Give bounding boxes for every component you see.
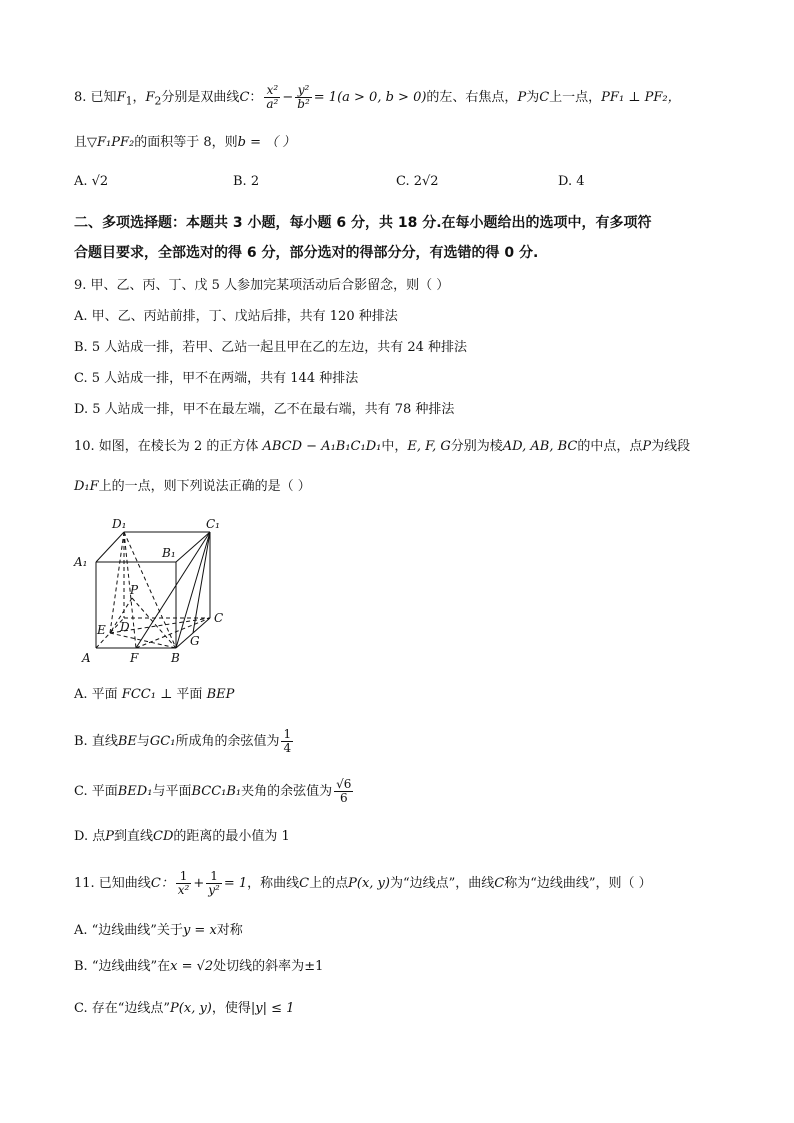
q10-opt-c-text3: 夹角的余弦值为 xyxy=(241,784,333,799)
q10-opt-c-text2: 与平面 xyxy=(152,784,192,799)
q10-opt-b-math2: GC₁ xyxy=(149,734,176,749)
q10-opt-c-text1: C. 平面 xyxy=(74,784,118,799)
q10-text-b: 中， xyxy=(381,439,408,454)
edge-b1c1 xyxy=(176,532,210,562)
q8-f1-sub: 1 xyxy=(125,94,133,108)
q8-frac-y-num: y² xyxy=(295,84,312,98)
q10-opt-a-math2: BEP xyxy=(206,687,235,702)
label-a: A xyxy=(82,651,91,665)
q10-segment: D₁F xyxy=(74,479,99,494)
q11-c2: C xyxy=(494,876,505,891)
q10-opt-a-text1: A. 平面 xyxy=(74,687,118,702)
q11-option-c xyxy=(74,1000,294,1018)
q8-text-a: 已知 xyxy=(90,90,117,105)
q11-opt-c-text1: C. 存在“边线点” xyxy=(74,1001,171,1016)
q8-minus: − xyxy=(282,90,294,105)
line-eb xyxy=(110,633,176,648)
q11-eq: = 1 xyxy=(223,876,248,891)
q8-text-e: 上一点， xyxy=(549,90,602,105)
label-c1: C₁ xyxy=(206,517,220,531)
q10-text-f: 上的一点，则下列说法正确的是（ ） xyxy=(98,479,311,494)
q11-point: P(x, y) xyxy=(348,876,390,891)
q10-text-e: 为线段 xyxy=(651,439,691,454)
q10-text-c: 分别为棱 xyxy=(450,439,503,454)
q10-option-b xyxy=(74,728,295,755)
q8-perp: PF₁ ⊥ PF₂， xyxy=(601,90,681,105)
q10-opt-d-math1: P xyxy=(105,829,114,844)
line-pb xyxy=(132,598,176,648)
q10-opt-a-math1: FCC₁ xyxy=(121,687,156,702)
q10-option-d xyxy=(74,828,290,846)
q8-text-b: 分别是双曲线 xyxy=(161,90,240,105)
cube-figure xyxy=(70,512,240,670)
q8-p: P xyxy=(517,90,527,105)
section2-heading-line2: 合题目要求，全部选对的得 6 分，部分选对的得部分分，有选错的得 0 分. xyxy=(74,245,539,261)
q11-text-b: ，称曲线 xyxy=(247,876,300,891)
q9-option-c: C. 5 人站成一排，甲不在两端，共有 144 种排法 xyxy=(74,371,359,386)
q11-frac-x xyxy=(176,870,192,897)
q9-option-a: A. 甲、乙、丙站前排，丁、戊站后排，共有 120 种排法 xyxy=(74,309,398,324)
label-d: D xyxy=(120,620,130,634)
q10-opt-b-den: 4 xyxy=(283,741,292,755)
label-e: E xyxy=(97,623,106,637)
q10-opt-b-num: 1 xyxy=(283,727,292,741)
q8-stem-line1 xyxy=(74,84,681,111)
q10-points: E, F, G xyxy=(407,439,451,454)
label-d1: D₁ xyxy=(112,517,127,531)
q8-option-a: A. √2 xyxy=(74,174,109,189)
q10-opt-b-text3: 所成角的余弦值为 xyxy=(175,734,280,749)
q8-line2-b: 的面积等于 8，则 xyxy=(134,135,238,150)
q8-frac-x-den: a² xyxy=(266,97,279,111)
q8-colon: ： xyxy=(249,90,263,105)
q11-frac-y-den: y² xyxy=(208,883,220,897)
q10-opt-b-text1: B. 直线 xyxy=(74,734,118,749)
q10-stem-line2 xyxy=(74,478,311,496)
q11-opt-a-math: y = x xyxy=(182,923,217,938)
q10-option-a xyxy=(74,686,234,704)
q11-text-e: 称为“边线曲线”，则（ ） xyxy=(504,876,652,891)
q11-opt-a-text2: 对称 xyxy=(216,923,243,938)
q11-curve: C： xyxy=(150,876,174,891)
q10-opt-c-num: √6 xyxy=(336,777,352,791)
q10-opt-d-text1: D. 点 xyxy=(74,829,106,844)
q10-cube: ABCD − A₁B₁C₁D₁ xyxy=(262,439,382,454)
q10-edges: AD, AB, BC xyxy=(502,439,578,454)
q10-stem-line1 xyxy=(74,438,690,456)
q11-stem xyxy=(74,870,652,897)
section2-heading-line1: 二、多项选择题：本题共 3 小题，每小题 6 分，共 18 分.在每小题给出的选项中，有多项符 xyxy=(74,215,652,231)
q8-text-c: 的左、右焦点， xyxy=(426,90,518,105)
q8-option-c: C. 2√2 xyxy=(396,174,439,189)
q8-frac-y-den: b² xyxy=(297,97,310,111)
label-g: G xyxy=(190,634,200,648)
q8-frac-y xyxy=(295,84,312,111)
q8-c2: C xyxy=(539,90,550,105)
q10-opt-c-math2: BCC₁B₁ xyxy=(191,784,242,799)
label-c: C xyxy=(214,611,224,625)
label-f: F xyxy=(130,651,139,665)
label-b1: B₁ xyxy=(162,546,176,560)
q8-line2-a: 且 xyxy=(74,135,88,150)
q11-frac-x-den: x² xyxy=(177,883,190,897)
q11-number: 11. 已知曲线 xyxy=(74,876,151,891)
q11-opt-c-math: P(x, y) xyxy=(170,1001,212,1016)
q10-opt-c-frac xyxy=(334,778,353,805)
q11-opt-b-text3: ±1 xyxy=(304,959,324,974)
q10-p: P xyxy=(642,439,652,454)
q8-f2-sub: 2 xyxy=(154,94,162,108)
q8-f2: F xyxy=(145,90,155,105)
q8-triangle: ▽F₁PF₂ xyxy=(87,135,135,150)
q11-c: C xyxy=(299,876,310,891)
q11-frac-y xyxy=(206,870,222,897)
q8-condition: = 1(a > 0, b > 0) xyxy=(313,90,427,105)
q11-frac-x-num: 1 xyxy=(176,870,192,884)
q10-opt-a-text2: ⊥ 平面 xyxy=(160,687,203,702)
q8-option-d: D. 4 xyxy=(558,174,585,189)
q11-text-d: 为“边线点”，曲线 xyxy=(389,876,495,891)
line-d1e xyxy=(110,532,124,633)
q11-option-b xyxy=(74,958,323,976)
q8-curve: C xyxy=(239,90,250,105)
q8-number: 8. xyxy=(74,90,87,105)
q10-opt-c-math1: BED₁ xyxy=(117,784,153,799)
q11-opt-b-text2: 处切线的斜率为 xyxy=(213,959,305,974)
q10-opt-d-text3: 的距离的最小值为 1 xyxy=(173,829,290,844)
q10-opt-c-den: 6 xyxy=(339,791,348,805)
q8-stem-line2 xyxy=(74,134,295,152)
q11-opt-b-text1: B. “边线曲线”在 xyxy=(74,959,171,974)
q10-opt-d-math2: CD xyxy=(153,829,174,844)
q8-frac-x xyxy=(264,84,280,111)
q11-opt-a-text1: A. “边线曲线”关于 xyxy=(74,923,183,938)
q10-option-c xyxy=(74,778,355,805)
q8-option-b: B. 2 xyxy=(233,174,260,189)
q11-opt-b-math: x = √2 xyxy=(170,959,214,974)
label-p: P xyxy=(130,583,139,597)
q8-text-d: 为 xyxy=(526,90,540,105)
q8-answer-prompt: b = （ ） xyxy=(237,135,296,150)
q10-opt-b-math1: BE xyxy=(117,734,137,749)
q11-opt-c-text2: ，使得 xyxy=(211,1001,251,1016)
q10-opt-b-frac xyxy=(281,728,293,755)
q11-option-a xyxy=(74,922,243,940)
q9-stem: 9. 甲、乙、丙、丁、戊 5 人参加完某项活动后合影留念，则（ ） xyxy=(74,278,450,293)
q11-plus: + xyxy=(193,876,205,891)
q10-opt-d-text2: 到直线 xyxy=(113,829,153,844)
q9-option-b: B. 5 人站成一排，若甲、乙站一起且甲在乙的左边，共有 24 种排法 xyxy=(74,340,468,355)
q10-text-a: 10. 如图，在棱长为 2 的正方体 xyxy=(74,439,259,454)
q11-frac-y-num: 1 xyxy=(206,870,222,884)
q11-opt-c-math2: |y| ≤ 1 xyxy=(250,1001,295,1016)
edge-a1d1 xyxy=(96,532,124,562)
q8-f1: F xyxy=(116,90,126,105)
q8-frac-x-num: x² xyxy=(264,84,280,98)
label-a1: A₁ xyxy=(74,555,88,569)
q10-text-d: 的中点，点 xyxy=(577,439,643,454)
label-b: B xyxy=(171,651,180,665)
q10-opt-b-text2: 与 xyxy=(136,734,150,749)
q8-sep: ， xyxy=(132,90,146,105)
q11-text-c: 上的点 xyxy=(309,876,349,891)
q9-option-d: D. 5 人站成一排，甲不在最左端，乙不在最右端，共有 78 种排法 xyxy=(74,402,455,417)
